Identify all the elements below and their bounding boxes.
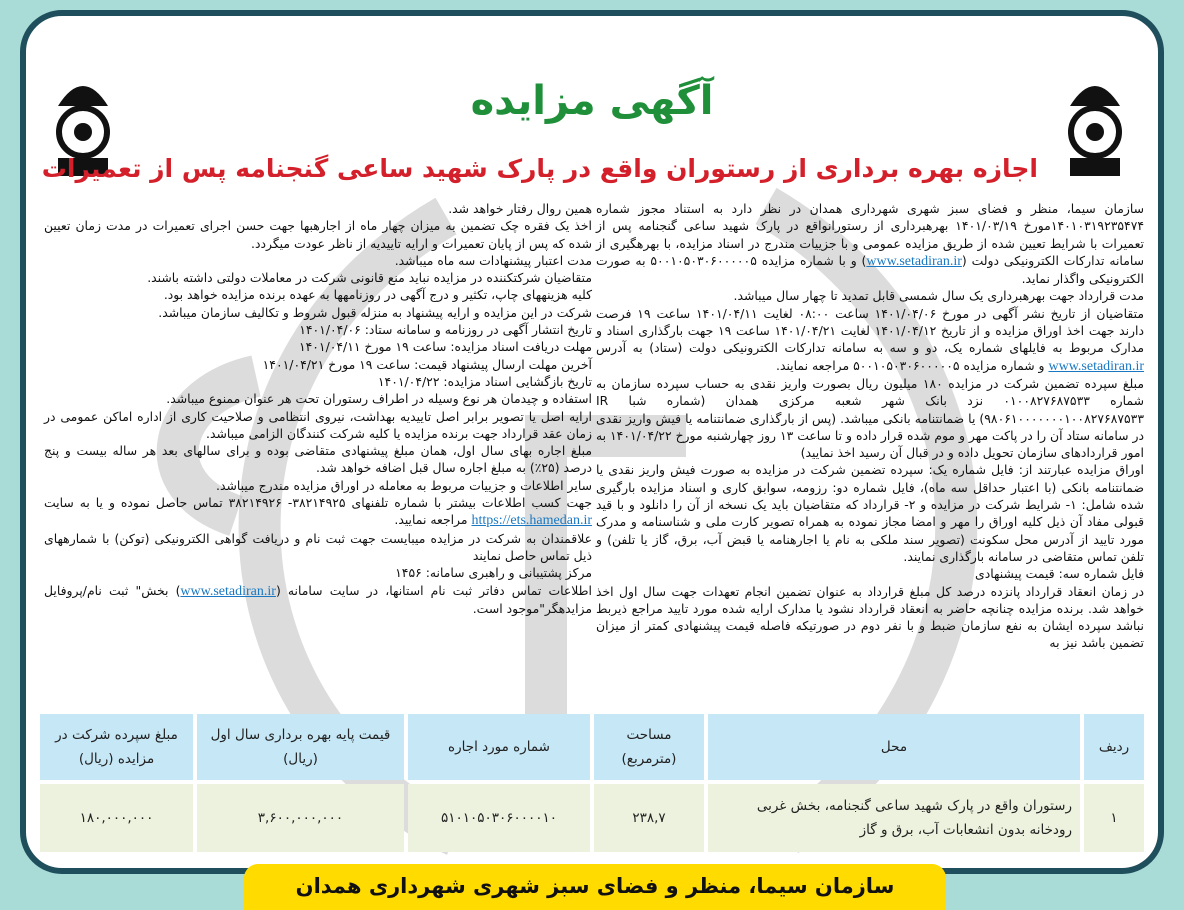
paragraph	[44, 564, 592, 581]
footer-organization-banner: سازمان سیما، منظر و فضای سبز شهری شهرداری همدان	[244, 864, 946, 910]
paragraph	[44, 200, 592, 217]
paragraph	[596, 461, 1144, 565]
paragraph-text: علاقمندان به شرکت در مزایده میبایست جهت ثبت نام و دریافت گواهی الکترونیکی (توکن) با شمارههای ذیل تماس حاصل نمایند	[44, 530, 592, 563]
header-deposit: مبلغ سپرده شرکت در مزایده (ریال)	[40, 714, 193, 780]
paragraph-text: سایر اطلاعات و جزییات مربوط به معامله در اوراق مزایده مندرج میباشد.	[216, 477, 592, 493]
paragraph	[44, 477, 592, 494]
paragraph-text: آخرین مهلت ارسال پیشنهاد قیمت: ساعت ۱۹ مورخ ۱۴۰۱/۰۴/۲۱	[262, 356, 592, 372]
header-lease-number: شماره مورد اجاره	[408, 714, 590, 780]
paragraph-text: سازمان سیما، منظر و فضای سبز شهری شهرداری همدان در نظر دارد به استناد مجوز شماره ۱۴۰۱۰۳۱۹۲۳۵۴۷۴مورخ ۱۴۰۱/۰۳/۱۹ بهرهبرداری از رستورانواقع در پارک شهید ساعی گنجنامه پس از تعمیرات با شرایط تعیین شده از طریق مزایده عمومی و با جزییات مندرج در اسناد مزایده، با بهرهگیری از سامانه تدارکات الکترونیکی دولت (	[596, 201, 1144, 268]
paragraph-text: مبلغ سپرده تضمین شرکت در مزایده ۱۸۰ میلیون ریال بصورت واریز نقدی به حساب سپرده سازمان به شماره ۰۱۰۰۸۲۷۶۸۷۵۳۳ نزد بانک شهر شعبه مرکزی همدان (شماره شبا IR ۹۸۰۶۱۰۰۰۰۰۰۰۱۰۰۸۲۷۶۸۷۵۳۳) یا ضمانتنامه بانکی میباشد. (پس از بارگذاری ضمانتنامه یا فیش واریز نقدی در سامانه ستاد آن را در پاکت مهر و موم شده قرار داده و تا ساعت ۱۳ روز چهارشنبه مورخ ۱۴۰۱/۰۴/۲۲ به امور قراردادهای سازمان تحویل داده و در قبال آن رسید اخذ نمایید)	[596, 375, 1144, 461]
cell-base-price: ۳,۶۰۰,۰۰۰,۰۰۰	[197, 784, 404, 852]
paragraph	[44, 217, 592, 252]
paragraph	[44, 390, 592, 407]
paragraph	[596, 565, 1144, 582]
paragraph-text: فایل شماره سه: قیمت پیشنهادی	[975, 566, 1144, 582]
cell-lease-number: ۵۱۰۱۰۵۰۳۰۶۰۰۰۰۱۰	[408, 784, 590, 852]
website-link[interactable]: https://ets.hamedan.ir	[471, 513, 592, 529]
auction-table	[36, 710, 1148, 856]
paragraph	[44, 304, 592, 321]
paragraph	[44, 408, 592, 443]
paragraph-text: و شماره مزایده ۵۰۰۱۰۵۰۳۰۶۰۰۰۰۰۵ مراجعه نمایند.	[776, 357, 1049, 373]
paragraph	[44, 252, 592, 269]
paragraph-text: مهلت دریافت اسناد مزایده: ساعت ۱۹ مورخ ۱۴۰۱/۰۴/۱۱	[298, 339, 592, 355]
paragraph	[44, 356, 592, 373]
paragraph	[44, 373, 592, 390]
paragraph	[596, 375, 1144, 461]
paragraph	[596, 583, 1144, 652]
paragraph	[44, 582, 592, 618]
notice-card	[20, 10, 1164, 874]
paragraph-text: تاریخ بازگشایی اسناد مزایده: ۱۴۰۱/۰۴/۲۲	[377, 373, 592, 389]
paragraph-text: در زمان انعقاد قرارداد پانزده درصد کل مبلغ قرارداد به عنوان تضمین انجام تعهدات جهت سال اول اخذ خواهد شد. برنده مزایده چنانچه حاضر به انعقاد قرارداد نشود یا مدارک ارایه شده مورد تایید مراجع ذیربط نباشد سپرده ایشان به نفع سازمان ضبط و با نفر دوم در صورتیکه فاصله قیمت پیشنهادی کمتر از میزان تضمین باشد نیز به	[596, 583, 1144, 651]
header-area: مساحت (مترمربع)	[594, 714, 704, 780]
paragraph	[44, 442, 592, 477]
paragraph-text: همین روال رفتار خواهد شد.	[448, 201, 592, 216]
website-link[interactable]: www.setadiran.ir	[180, 583, 276, 599]
paragraph	[44, 338, 592, 355]
right-text-column	[596, 200, 1144, 652]
cell-location: رستوران واقع در پارک شهید ساعی گنجنامه، بخش غربی رودخانه بدون انشعابات آب، برق و گاز	[708, 784, 1080, 852]
paragraph	[44, 321, 592, 338]
paragraph-text: استفاده و چیدمان هر نوع وسیله در اطراف رستوران تحت هر عنوان ممنوع میباشد.	[166, 391, 592, 407]
paragraph	[44, 269, 592, 286]
page-subtitle: اجازه بهره برداری از رستوران واقع در پارک شهید ساعی گنجنامه پس از تعمیرات	[41, 154, 1038, 183]
paragraph-text: جهت کسب اطلاعات بیشتر با شماره تلفنهای ۳۸۲۱۴۹۲۵- ۳۸۲۱۴۹۲۶ تماس حاصل نموده و یا به سایت	[44, 495, 592, 511]
paragraph-text: شرکت در این مزایده و ارایه پیشنهاد به منزله قبول شروط و تکالیف سازمان میباشد.	[158, 304, 592, 320]
cell-area: ۲۳۸,۷	[594, 784, 704, 852]
website-link[interactable]: www.setadiran.ir	[1048, 358, 1144, 374]
website-link[interactable]: www.setadiran.ir	[866, 253, 962, 269]
paragraph-text: اوراق مزایده عبارتند از: فایل شماره یک: سپرده تضمین شرکت در مزایده به صورت فیش واریز نقدی یا ضمانتنامه بانکی (با اعتبار حداقل سه ماه)، فایل شماره دو: رزومه، سوابق کاری و اسناد مزایده بارگیری شده شامل: ۱- شرایط شرکت در مزایده و ۲- قرارداد که متقاضیان باید یک نسخه از آن را دانلود و با قید قبولی مفاد آن ذیل کلیه اوراق را مهر و امضا مجاز نموده به همراه تصویر کارت ملی و شناسنامه و مدرک مورد تایید از آدرس محل سکونت (تصویر سند ملکی به نام یا اجارهنامه یا قبض آب، برق، گاز یا تلفن) و تلفن تماس متقاضی در سامانه بارگذاری نمایند.	[596, 462, 1144, 564]
page-title: آگهی مزایده	[470, 78, 714, 124]
header-base-price: قیمت پایه بهره برداری سال اول (ریال)	[197, 714, 404, 780]
paragraph	[44, 530, 592, 565]
header-row-number: ردیف	[1084, 714, 1144, 780]
paragraph	[44, 286, 592, 303]
paragraph-text: تاریخ انتشار آگهی در روزنامه و سامانه ستاد: ۱۴۰۱/۰۴/۰۶	[299, 322, 592, 338]
header-location: محل	[708, 714, 1080, 780]
cell-deposit: ۱۸۰,۰۰۰,۰۰۰	[40, 784, 193, 852]
paragraph-text: مراجعه نمایید.	[394, 512, 472, 528]
paragraph	[44, 494, 592, 530]
left-text-column	[44, 200, 592, 617]
table-header-row	[40, 714, 1144, 780]
paragraph-text: کلیه هزینههای چاپ، تکثیر و درج آگهی در روزنامهها به عهده برنده مزایده خواهد بود.	[163, 287, 592, 303]
paragraph-text: اخذ یک فقره چک تضمین به میزان چهار ماه از اجارهبها جهت حسن اجرای تعمیرات در مدت زمان تعیین شده که پس از پایان تعمیرات و ارایه تاییدیه از ناظر عودت میگردد.	[44, 218, 592, 251]
paragraph	[596, 200, 1144, 287]
paragraph-text: ) و با شماره مزایده ۵۰۰۱۰۵۰۳۰۶۰۰۰۰۰۵ به صورت الکترونیکی واگذار نماید.	[596, 252, 1144, 287]
paragraph-text: مدت اعتبار پیشنهادات سه ماه میباشد.	[394, 252, 592, 268]
paragraph-text: مبلغ اجاره بهای سال اول، همان مبلغ پیشنهادی متقاضی بوده و برای سالهای بعد هر ساله بیست و پنج درصد (۲۵٪) به مبلغ اجاره سال قبل اضافه خواهد شد.	[44, 443, 592, 476]
paragraph-text: متقاضیان شرکتکننده در مزایده نباید منع قانونی شرکت در معاملات دولتی داشته باشند.	[147, 270, 592, 286]
paragraph-text: مرکز پشتیبانی و راهبری سامانه: ۱۴۵۶	[395, 565, 592, 581]
paragraph-text: مدت قرارداد جهت بهرهبرداری یک سال شمسی قابل تمدید تا چهار سال میباشد.	[733, 288, 1144, 304]
paragraph-text: ) بخش" ثبت نام/پروفایل مزایدهگر"موجود است.	[44, 582, 592, 616]
paragraph-text: ارایه اصل یا تصویر برابر اصل تاییدیه بهداشت، نیروی انتظامی و صلاحیت کاری از اداره اماکن عمومی در زمان عقد قرارداد جهت برنده مزایده یا کلیه شرکت کنندگان الزامی میباشد.	[44, 408, 592, 441]
paragraph-text: متقاضیان از تاریخ نشر آگهی در مورخ ۱۴۰۱/۰۴/۰۶ ساعت ۰۸:۰۰ لغایت ۱۴۰۱/۰۴/۱۱ ساعت ۱۹ فرصت دارند جهت اخذ اوراق مزایده و از تاریخ ۱۴۰۱/۰۴/۱۲ لغایت ۱۴۰۱/۰۴/۲۱ ساعت ۱۹ جهت بارگذاری اسناد و مدارک مربوط به فایلهای شماره یک، دو و سه به سامانه تدارکات الکترونیکی دولت (ستاد) به آدرس	[596, 305, 1144, 356]
cell-row-number: ۱	[1084, 784, 1144, 852]
table-row	[40, 784, 1144, 852]
paragraph-text: اطلاعات تماس دفاتر ثبت نام استانها، در سایت سامانه (	[275, 582, 592, 598]
paragraph	[596, 287, 1144, 304]
paragraph	[596, 305, 1144, 375]
